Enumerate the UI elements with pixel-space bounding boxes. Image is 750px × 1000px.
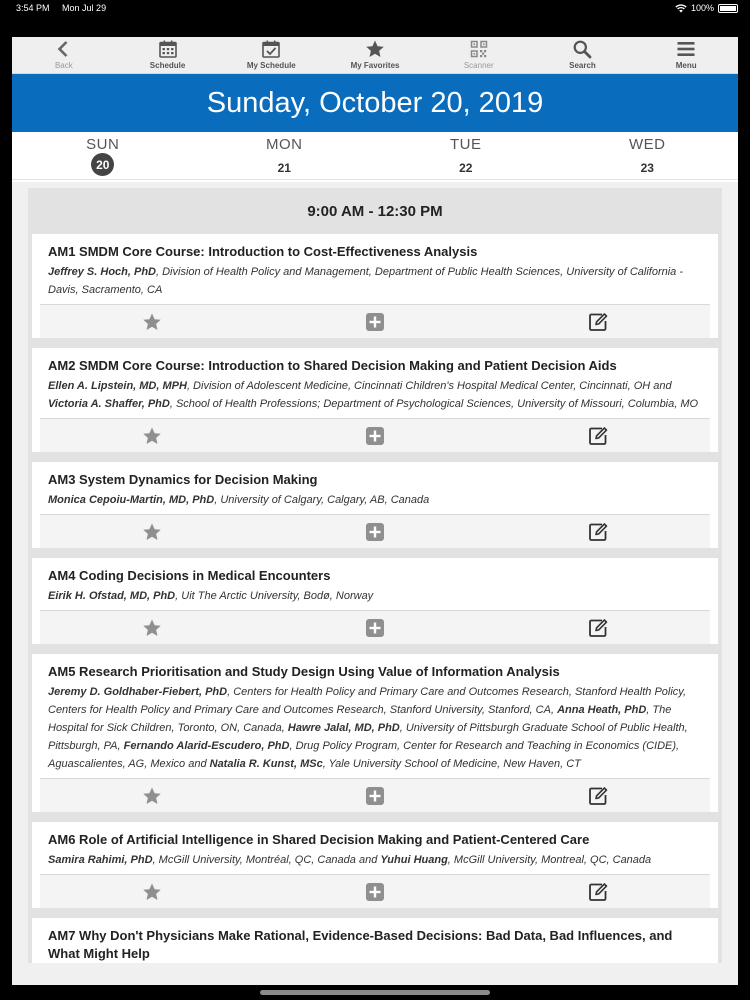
sessions-container: [32, 234, 718, 963]
day-number: 22: [459, 160, 473, 175]
day-number: 23: [640, 160, 654, 175]
author-affiliation: , University of Calgary, Calgary, AB, Canada: [214, 494, 430, 506]
add-to-schedule-icon: [365, 786, 385, 806]
edit-note-icon: [588, 312, 608, 332]
search-label: Search: [569, 61, 596, 70]
author-affiliation: , Uit The Arctic University, Bodø, Norway: [175, 590, 374, 602]
session-actions: [40, 778, 710, 812]
author-name: Anna Heath, PhD: [557, 704, 647, 716]
add-to-schedule-icon: [365, 882, 385, 902]
day-tab-mon[interactable]: [194, 132, 376, 179]
favorite-star-icon: [142, 522, 162, 542]
session-title[interactable]: AM6 Role of Artificial Intelligence in Shared Decision Making and Patient-Centered Care: [48, 832, 590, 847]
session-card[interactable]: [32, 918, 718, 963]
day-name: WED: [629, 136, 666, 153]
favorite-star-icon: [142, 882, 162, 902]
edit-note-icon: [588, 786, 608, 806]
author-name: Victoria A. Shaffer, PhD: [48, 398, 170, 410]
favorite-button[interactable]: [40, 618, 263, 638]
session-card[interactable]: [32, 654, 718, 812]
battery-icon: [718, 4, 738, 13]
notes-button[interactable]: [487, 522, 710, 542]
author-affiliation: , University of Pittsburgh Graduate School of Public Health, Pittsburgh, PA,: [48, 722, 688, 752]
search-icon: [572, 39, 592, 59]
add-to-schedule-button[interactable]: [263, 312, 486, 332]
status-bar: [0, 0, 750, 16]
session-title[interactable]: AM3 System Dynamics for Decision Making: [48, 472, 318, 487]
menu-button[interactable]: [634, 37, 738, 73]
add-to-schedule-icon: [365, 618, 385, 638]
my-schedule-button[interactable]: [219, 37, 323, 73]
session-actions: [40, 874, 710, 908]
author-name: Hawre Jalal, MD, PhD: [287, 722, 400, 734]
toolbar: [12, 37, 738, 74]
my-favorites-button[interactable]: [323, 37, 427, 73]
day-name: SUN: [86, 136, 120, 153]
session-title[interactable]: AM2 SMDM Core Course: Introduction to Shared Decision Making and Patient Decision Aids: [48, 358, 617, 373]
day-tab-wed[interactable]: [557, 132, 739, 179]
session-card[interactable]: [32, 348, 718, 452]
author-affiliation: , Division of Health Policy and Management, Department of Public Health Sciences, University of California - Davis, Sacramento, CA: [48, 266, 684, 296]
star-icon: [365, 39, 385, 59]
page-title: Sunday, October 20, 2019: [12, 74, 738, 132]
author-affiliation: , School of Health Professions; Department of Psychological Sciences, University of Missouri, Columbia, MO: [169, 398, 699, 410]
session-card[interactable]: [32, 558, 718, 644]
author-affiliation: , Centers for Health Policy and Primary Care and Outcomes Research, Stanford Health Policy, Centers for Health Policy and Primary Care and Outcomes Research, Stanford University, Stanford, CA,: [48, 686, 687, 716]
edit-note-icon: [588, 618, 608, 638]
session-authors: [40, 587, 710, 605]
notes-button[interactable]: [487, 882, 710, 902]
session-title[interactable]: AM1 SMDM Core Course: Introduction to Cost-Effectiveness Analysis: [48, 244, 478, 259]
session-authors: [40, 377, 710, 413]
calendar-check-icon: [261, 39, 281, 59]
schedule-button[interactable]: [116, 37, 220, 73]
add-to-schedule-icon: [365, 426, 385, 446]
day-number: 21: [277, 160, 291, 175]
scanner-label: Scanner: [463, 61, 494, 70]
session-list[interactable]: [12, 182, 738, 985]
author-affiliation: , Yale University School of Medicine, New Haven, CT: [322, 758, 581, 770]
search-button[interactable]: [531, 37, 635, 73]
day-name: TUE: [450, 136, 482, 153]
author-name: Yuhui Huang: [380, 854, 448, 866]
add-to-schedule-button[interactable]: [263, 786, 486, 806]
home-indicator[interactable]: [260, 990, 490, 995]
author-affiliation: , McGill University, Montreal, QC, Canada: [447, 854, 652, 866]
day-tab-tue[interactable]: [375, 132, 557, 179]
add-to-schedule-icon: [365, 312, 385, 332]
session-authors: [40, 851, 710, 869]
favorite-star-icon: [142, 786, 162, 806]
edit-note-icon: [588, 426, 608, 446]
author-name: Natalia R. Kunst, MSc: [209, 758, 323, 770]
hamburger-menu-icon: [676, 39, 696, 59]
day-name: MON: [266, 136, 303, 153]
session-actions: [40, 610, 710, 644]
edit-note-icon: [588, 522, 608, 542]
notes-button[interactable]: [487, 312, 710, 332]
scanner-button[interactable]: [427, 37, 531, 73]
author-affiliation: , McGill University, Montréal, QC, Canada and: [152, 854, 381, 866]
time-block: [28, 188, 722, 963]
add-to-schedule-button[interactable]: [263, 618, 486, 638]
author-name: Jeffrey S. Hoch, PhD: [48, 266, 156, 278]
favorite-star-icon: [142, 312, 162, 332]
calendar-icon: [158, 39, 178, 59]
schedule-label: Schedule: [149, 61, 186, 70]
day-selector: [12, 132, 738, 180]
author-affiliation: , The Hospital for Sick Children, Toronto, ON, Canada,: [48, 704, 672, 734]
day-number: 20: [91, 153, 114, 176]
session-title[interactable]: AM7 Why Don't Physicians Make Rational, Evidence-Based Decisions: Bad Data, Bad Influences, and What Might Help: [48, 928, 673, 961]
session-authors: [40, 263, 710, 299]
edit-note-icon: [588, 882, 608, 902]
session-card[interactable]: [32, 822, 718, 908]
menu-label: Menu: [675, 61, 697, 70]
notes-button[interactable]: [487, 786, 710, 806]
author-name: Eirik H. Ofstad, MD, PhD: [48, 590, 176, 602]
back-chevron-icon: [54, 39, 74, 59]
session-authors: [40, 491, 710, 509]
session-title[interactable]: AM4 Coding Decisions in Medical Encounters: [48, 568, 331, 583]
add-to-schedule-button[interactable]: [263, 426, 486, 446]
author-affiliation: , Drug Policy Program, Center for Research and Teaching in Economics (CIDE), Aguascalientes, AG, Mexico and: [48, 740, 680, 770]
favorite-star-icon: [142, 618, 162, 638]
favorite-button[interactable]: [40, 786, 263, 806]
favorite-button[interactable]: [40, 522, 263, 542]
my-favorites-label: My Favorites: [350, 61, 400, 70]
author-name: Samira Rahimi, PhD: [48, 854, 153, 866]
status-date: Mon Jul 29: [62, 3, 107, 13]
session-card[interactable]: [32, 462, 718, 548]
day-tab-sun[interactable]: [12, 132, 194, 179]
notes-button[interactable]: [487, 618, 710, 638]
app-window: [12, 37, 738, 985]
favorite-button[interactable]: [40, 882, 263, 902]
author-name: Fernando Alarid-Escudero, PhD: [123, 740, 290, 752]
add-to-schedule-icon: [365, 522, 385, 542]
favorite-star-icon: [142, 426, 162, 446]
author-name: Jeremy D. Goldhaber-Fiebert, PhD: [48, 686, 228, 698]
notes-button[interactable]: [487, 426, 710, 446]
session-authors: [40, 683, 710, 773]
wifi-icon: [675, 4, 687, 13]
author-name: Monica Cepoiu-Martin, MD, PhD: [48, 494, 215, 506]
back-label: Back: [54, 61, 73, 70]
session-card[interactable]: [32, 234, 718, 338]
session-actions: [40, 418, 710, 452]
battery-percent: 100%: [690, 3, 714, 13]
session-actions: [40, 514, 710, 548]
back-button[interactable]: [12, 37, 116, 73]
author-affiliation: , Division of Adolescent Medicine, Cincinnati Children's Hospital Medical Center, Cincinnati, OH and: [186, 380, 672, 392]
add-to-schedule-button[interactable]: [263, 882, 486, 902]
status-time: 3:54 PM: [16, 3, 50, 13]
favorite-button[interactable]: [40, 312, 263, 332]
my-schedule-label: My Schedule: [246, 61, 296, 70]
qr-code-icon: [469, 39, 489, 59]
add-to-schedule-button[interactable]: [263, 522, 486, 542]
favorite-button[interactable]: [40, 426, 263, 446]
session-title[interactable]: AM5 Research Prioritisation and Study Design Using Value of Information Analysis: [48, 664, 560, 679]
time-block-header: 9:00 AM - 12:30 PM: [307, 202, 443, 220]
author-name: Ellen A. Lipstein, MD, MPH: [48, 380, 187, 392]
session-actions: [40, 304, 710, 338]
